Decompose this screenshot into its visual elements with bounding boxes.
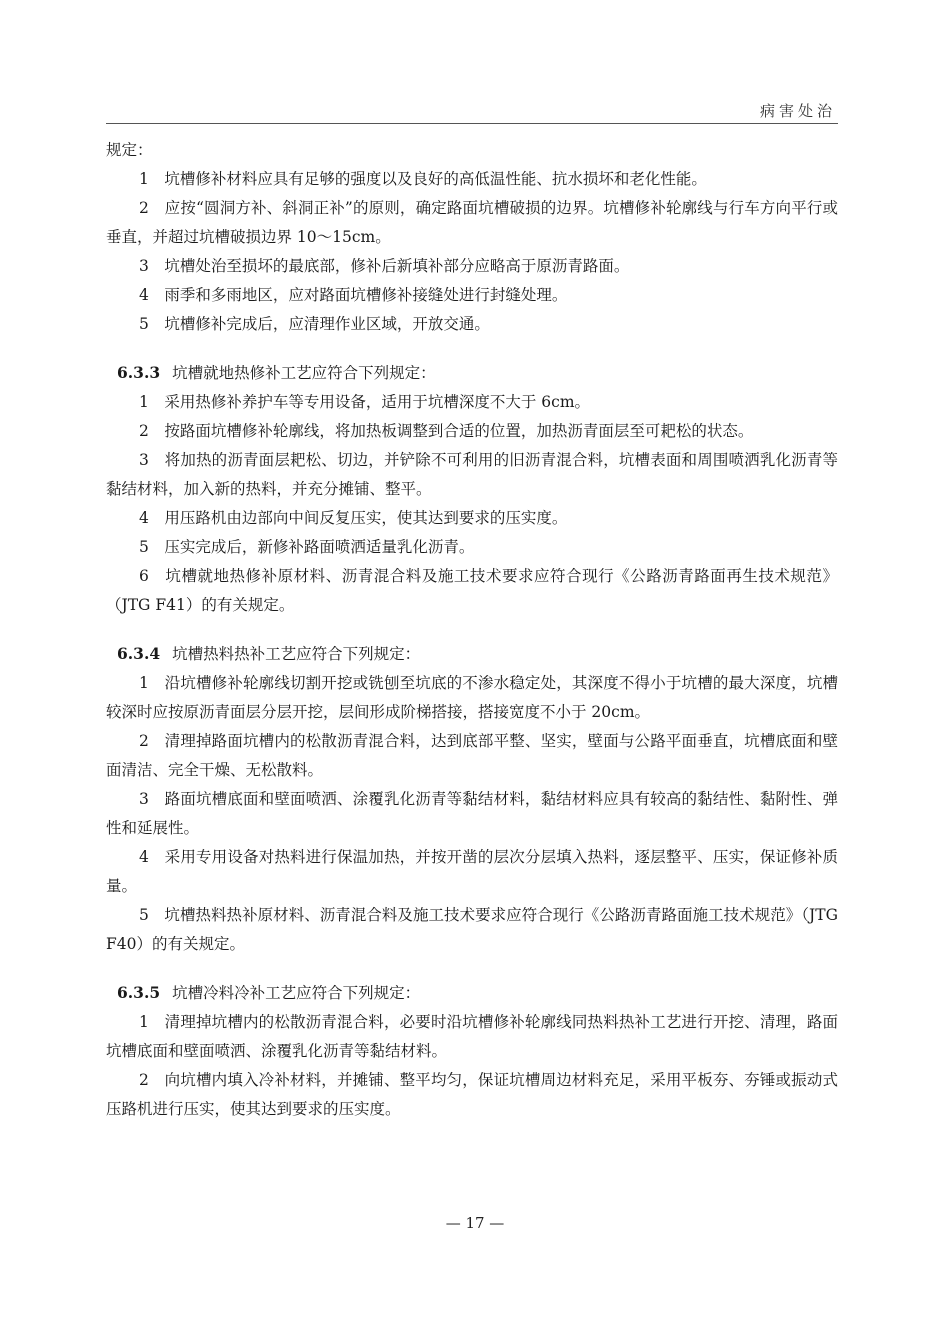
clause-item: 6 坑槽就地热修补原材料、沥青混合料及施工技术要求应符合现行《公路沥青路面再生技术规范》（JTG F41）的有关规定。 — [106, 567, 838, 614]
clause-item: 4 用压路机由边部向中间反复压实，使其达到要求的压实度。 — [139, 509, 568, 527]
clause-item: 2 清理掉路面坑槽内的松散沥青混合料，达到底部平整、坚实，壁面与公路平面垂直，坑槽底面和壁面清洁、完全干燥、无松散料。 — [106, 732, 838, 779]
clause-item: 5 坑槽修补完成后，应清理作业区域，开放交通。 — [139, 315, 490, 333]
section-number: 6.3.3 — [117, 363, 161, 382]
clause-item: 3 路面坑槽底面和壁面喷洒、涂覆乳化沥青等黏结材料，黏结材料应具有较高的黏结性、黏附性、弹性和延展性。 — [106, 790, 838, 837]
section-heading-6-3-4 — [106, 639, 838, 669]
clause-item: 2 按路面坑槽修补轮廓线，将加热板调整到合适的位置，加热沥青面层至可耙松的状态。 — [139, 422, 754, 440]
clause-item: 2 向坑槽内填入冷补材料，并摊铺、整平均匀，保证坑槽周边材料充足，采用平板夯、夯锤或振动式压路机进行压实，使其达到要求的压实度。 — [106, 1071, 838, 1118]
clause-item: 3 坑槽处治至损坏的最底部，修补后新填补部分应略高于原沥青路面。 — [139, 257, 630, 275]
clause-item: 3 将加热的沥青面层耙松、切边，并铲除不可利用的旧沥青混合料，坑槽表面和周围喷洒乳化沥青等黏结材料，加入新的热料，并充分摊铺、整平。 — [106, 451, 838, 498]
clause-item: 5 压实完成后，新修补路面喷洒适量乳化沥青。 — [139, 538, 475, 556]
clause-item: 2 应按“圆洞方补、斜洞正补”的原则，确定路面坑槽破损的边界。坑槽修补轮廓线与行车方向平行或垂直，并超过坑槽破损边界 10～15cm。 — [106, 199, 838, 246]
section-title: 坑槽就地热修补工艺应符合下列规定： — [172, 364, 436, 382]
clause-item: 4 采用专用设备对热料进行保温加热，并按开凿的层次分层填入热料，逐层整平、压实，保证修补质量。 — [106, 848, 838, 895]
section-title: 坑槽热料热补工艺应符合下列规定： — [172, 645, 421, 663]
section-number: 6.3.4 — [117, 644, 161, 663]
header-rule — [106, 123, 838, 124]
clause-item: 1 采用热修补养护车等专用设备，适用于坑槽深度不大于 6cm。 — [139, 393, 591, 411]
section-heading-6-3-5 — [106, 978, 838, 1008]
section-title: 坑槽冷料冷补工艺应符合下列规定： — [172, 984, 421, 1002]
clause-item: 1 沿坑槽修补轮廓线切割开挖或铣刨至坑底的不渗水稳定处，其深度不得小于坑槽的最大深度，坑槽较深时应按原沥青面层分层开挖，层间形成阶梯搭接，搭接宽度不小于 20cm。 — [106, 674, 838, 721]
intro-lead: 规定： — [106, 141, 153, 159]
running-header-title: 病害处治 — [759, 102, 836, 120]
section-heading-6-3-3 — [106, 358, 838, 388]
clause-item: 1 坑槽修补材料应具有足够的强度以及良好的高低温性能、抗水损坏和老化性能。 — [139, 170, 707, 188]
clause-item: 5 坑槽热料热补原材料、沥青混合料及施工技术要求应符合现行《公路沥青路面施工技术规范》（JTG F40）的有关规定。 — [106, 906, 838, 953]
clause-item: 1 清理掉坑槽内的松散沥青混合料，必要时沿坑槽修补轮廓线同热料热补工艺进行开挖、清理，路面坑槽底面和壁面喷洒、涂覆乳化沥青等黏结材料。 — [106, 1013, 838, 1060]
page-body — [106, 136, 838, 1124]
page-number: — 17 — — [445, 1214, 505, 1232]
clause-item: 4 雨季和多雨地区，应对路面坑槽修补接缝处进行封缝处理。 — [139, 286, 568, 304]
section-number: 6.3.5 — [117, 983, 161, 1002]
